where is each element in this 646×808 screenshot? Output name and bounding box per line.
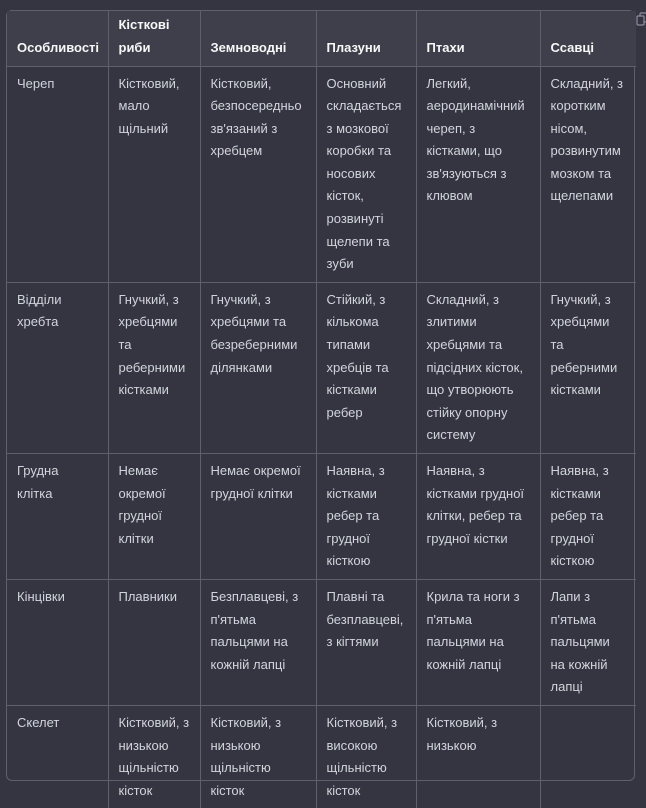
table-cell: Кістковий, з низькою — [416, 705, 540, 808]
response-table-container — [6, 10, 635, 798]
copy-icon[interactable] — [636, 12, 646, 26]
comparison-table — [7, 11, 636, 808]
header-amphibians: Земноводні — [200, 11, 316, 66]
table-cell: Безплавцеві, з п'ятьма пальцями на кожній лапці — [200, 579, 316, 705]
table-cell: Гнучкий, з хребцями та безреберними ділянками — [200, 282, 316, 453]
table-cell: Немає окремої грудної клітки — [200, 454, 316, 580]
table-row — [7, 66, 636, 282]
table-cell: Крила та ноги з п'ятьма пальцями на кожній лапці — [416, 579, 540, 705]
table-cell: Гнучкий, з хребцями та реберними кістками — [108, 282, 200, 453]
table-cell: Основний складається з мозкової коробки та носових кісток, розвинуті щелепи та зуби — [316, 66, 416, 282]
table-header-row — [7, 11, 636, 66]
table-cell: Кістковий, з низькою щільністю кісток — [200, 705, 316, 808]
table-cell: Плавні та безплавцеві, з кігтями — [316, 579, 416, 705]
row-label-ribcage: Грудна клітка — [7, 454, 108, 580]
table-cell: Кістковий, з високою щільністю кісток — [316, 705, 416, 808]
header-birds: Птахи — [416, 11, 540, 66]
table-cell: Немає окремої грудної клітки — [108, 454, 200, 580]
table-cell: Кістковий, мало щільний — [108, 66, 200, 282]
table-row — [7, 705, 636, 808]
row-label-skeleton: Скелет — [7, 705, 108, 808]
table-cell — [540, 705, 636, 808]
header-mammals: Ссавці — [540, 11, 636, 66]
header-features: Особливості — [7, 11, 108, 66]
row-label-spine: Відділи хребта — [7, 282, 108, 453]
row-label-limbs: Кінцівки — [7, 579, 108, 705]
table-cell: Стійкий, з кількома типами хребців та кістками ребер — [316, 282, 416, 453]
table-cell: Плавники — [108, 579, 200, 705]
header-bony-fish: Кісткові риби — [108, 11, 200, 66]
table-cell: Наявна, з кістками ребер та грудної кісткою — [316, 454, 416, 580]
table-cell: Лапи з п'ятьма пальцями на кожній лапці — [540, 579, 636, 705]
table-cell: Складний, з злитими хребцями та підсідних кісток, що утворюють стійку опорну систему — [416, 282, 540, 453]
table-cell: Кістковий, безпосередньо зв'язаний з хребцем — [200, 66, 316, 282]
table-row — [7, 454, 636, 580]
table-cell: Кістковий, з низькою щільністю кісток — [108, 705, 200, 808]
table-cell: Гнучкий, з хребцями та реберними кістками — [540, 282, 636, 453]
table-row — [7, 579, 636, 705]
table-cell: Наявна, з кістками ребер та грудної кісткою — [540, 454, 636, 580]
table-cell: Складний, з коротким нісом, розвинутим мозком та щелепами — [540, 66, 636, 282]
table-cell: Легкий, аеродинамічний череп, з кістками, що зв'язуються з клювом — [416, 66, 540, 282]
row-label-skull: Череп — [7, 66, 108, 282]
table-cell: Наявна, з кістками грудної клітки, ребер та грудної кістки — [416, 454, 540, 580]
table-row — [7, 282, 636, 453]
header-reptiles: Плазуни — [316, 11, 416, 66]
